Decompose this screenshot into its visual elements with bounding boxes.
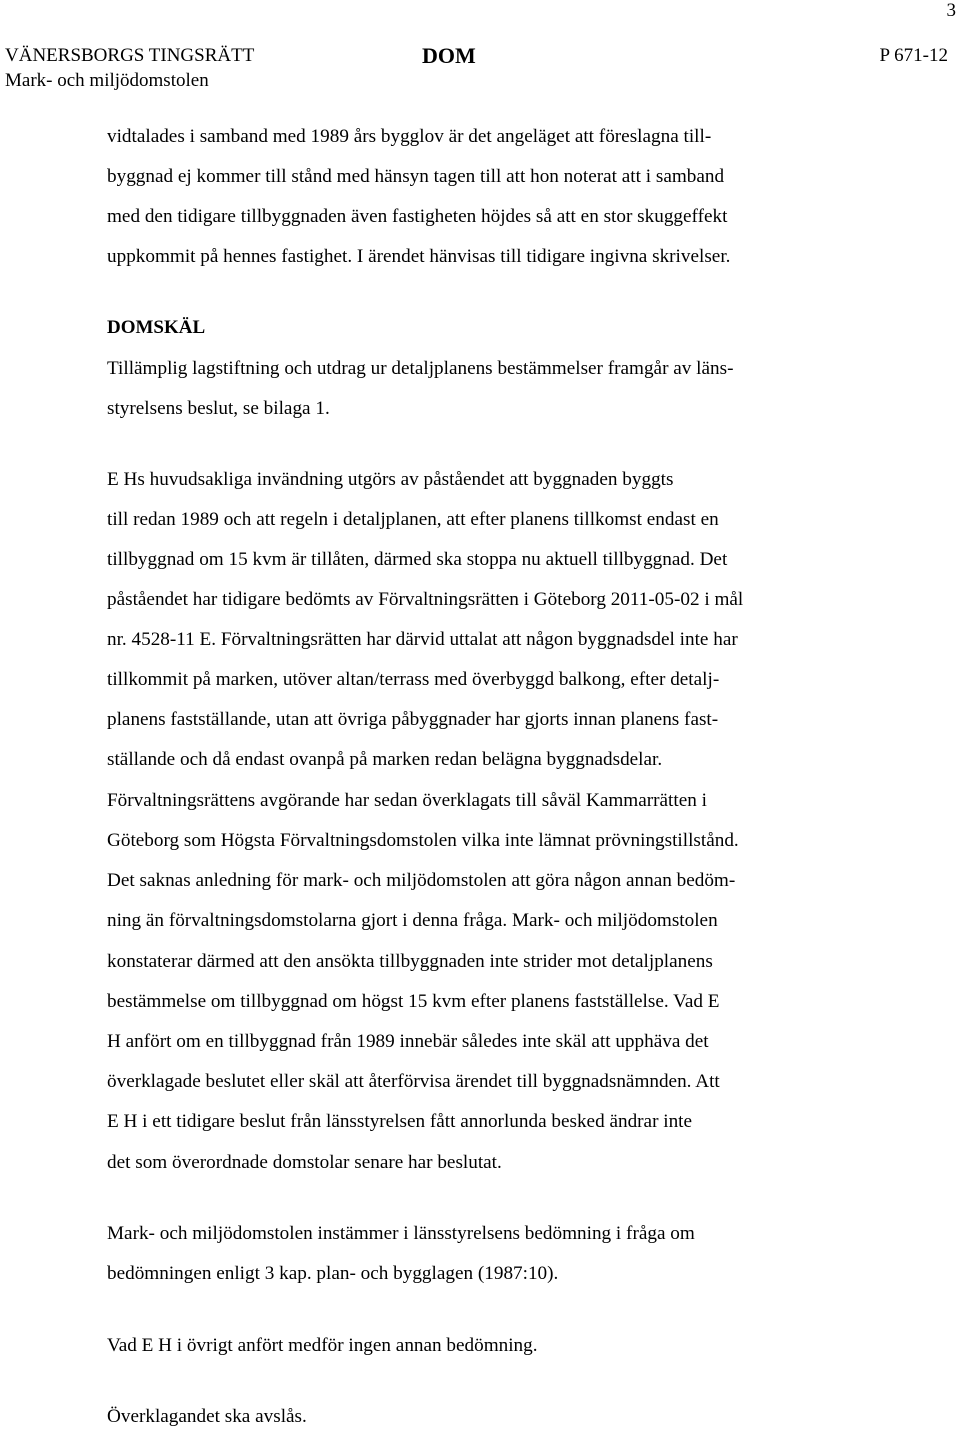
body-line: tillkommit på marken, utöver altan/terrass med överbyggd balkong, efter detalj- xyxy=(107,669,720,690)
body-line: uppkommit på hennes fastighet. I ärendet hänvisas till tidigare ingivna skrivelser. xyxy=(107,246,731,267)
court-name: VÄNERSBORGS TINGSRÄTT xyxy=(5,45,255,66)
body-line: vidtalades i samband med 1989 års bygglov är det angeläget att föreslagna till- xyxy=(107,126,712,147)
body-line: Tillämplig lagstiftning och utdrag ur detaljplanens bestämmelser framgår av läns- xyxy=(107,358,734,379)
body-line: Göteborg som Högsta Förvaltningsdomstolen vilka inte lämnat prövningstillstånd. xyxy=(107,830,739,851)
body-line: H anfört om en tillbyggnad från 1989 innebär således inte skäl att upphäva det xyxy=(107,1031,709,1052)
body-line: nr. 4528-11 E. Förvaltningsrätten har därvid uttalat att någon byggnadsdel inte har xyxy=(107,629,738,650)
body-line: konstaterar därmed att den ansökta tillbyggnaden inte strider mot detaljplanens xyxy=(107,951,713,972)
body-line: Mark- och miljödomstolen instämmer i länsstyrelsens bedömning i fråga om xyxy=(107,1223,695,1244)
body-line: med den tidigare tillbyggnaden även fastigheten höjdes så att en stor skuggeffekt xyxy=(107,206,728,227)
body-line: E H i ett tidigare beslut från länsstyrelsen fått annorlunda besked ändrar inte xyxy=(107,1111,693,1132)
body-line: E Hs huvudsakliga invändning utgörs av påståendet att byggnaden byggts xyxy=(107,469,674,490)
body-line: Överklagandet ska avslås. xyxy=(107,1406,307,1427)
section-heading: DOMSKÄL xyxy=(107,317,206,338)
body-line: bedömningen enligt 3 kap. plan- och bygglagen (1987:10). xyxy=(107,1263,559,1284)
body-line: ställande och då endast ovanpå på marken redan belägna byggnadsdelar. xyxy=(107,749,663,770)
department-name: Mark- och miljödomstolen xyxy=(5,70,209,91)
case-number: P 671-12 xyxy=(879,45,948,66)
body-line: överklagade beslutet eller skäl att återförvisa ärendet till byggnadsnämnden. Att xyxy=(107,1071,720,1092)
body-line: styrelsens beslut, se bilaga 1. xyxy=(107,398,330,419)
body-line: Det saknas anledning för mark- och miljödomstolen att göra någon annan bedöm- xyxy=(107,870,736,891)
body-line: bestämmelse om tillbyggnad om högst 15 kvm efter planens fastställelse. Vad E xyxy=(107,991,720,1012)
body-line: byggnad ej kommer till stånd med hänsyn tagen till att hon noterat att i samband xyxy=(107,166,725,187)
body-line: ning än förvaltningsdomstolarna gjort i denna fråga. Mark- och miljödomstolen xyxy=(107,910,718,931)
body-line: planens fastställande, utan att övriga påbyggnader har gjorts innan planens fast- xyxy=(107,709,719,730)
document-type: DOM xyxy=(422,43,476,68)
body-line: Vad E H i övrigt anfört medför ingen annan bedömning. xyxy=(107,1335,538,1356)
body-line: det som överordnade domstolar senare har beslutat. xyxy=(107,1152,502,1173)
body-line: påståendet har tidigare bedömts av Förvaltningsrätten i Göteborg 2011-05-02 i mål xyxy=(107,589,744,610)
body-line: Förvaltningsrättens avgörande har sedan överklagats till såväl Kammarrätten i xyxy=(107,790,707,811)
body-line: tillbyggnad om 15 kvm är tillåten, därmed ska stoppa nu aktuell tillbyggnad. Det xyxy=(107,549,728,570)
page-number: 3 xyxy=(946,0,956,21)
body-line: till redan 1989 och att regeln i detaljplanen, att efter planens tillkomst endast en xyxy=(107,509,719,530)
